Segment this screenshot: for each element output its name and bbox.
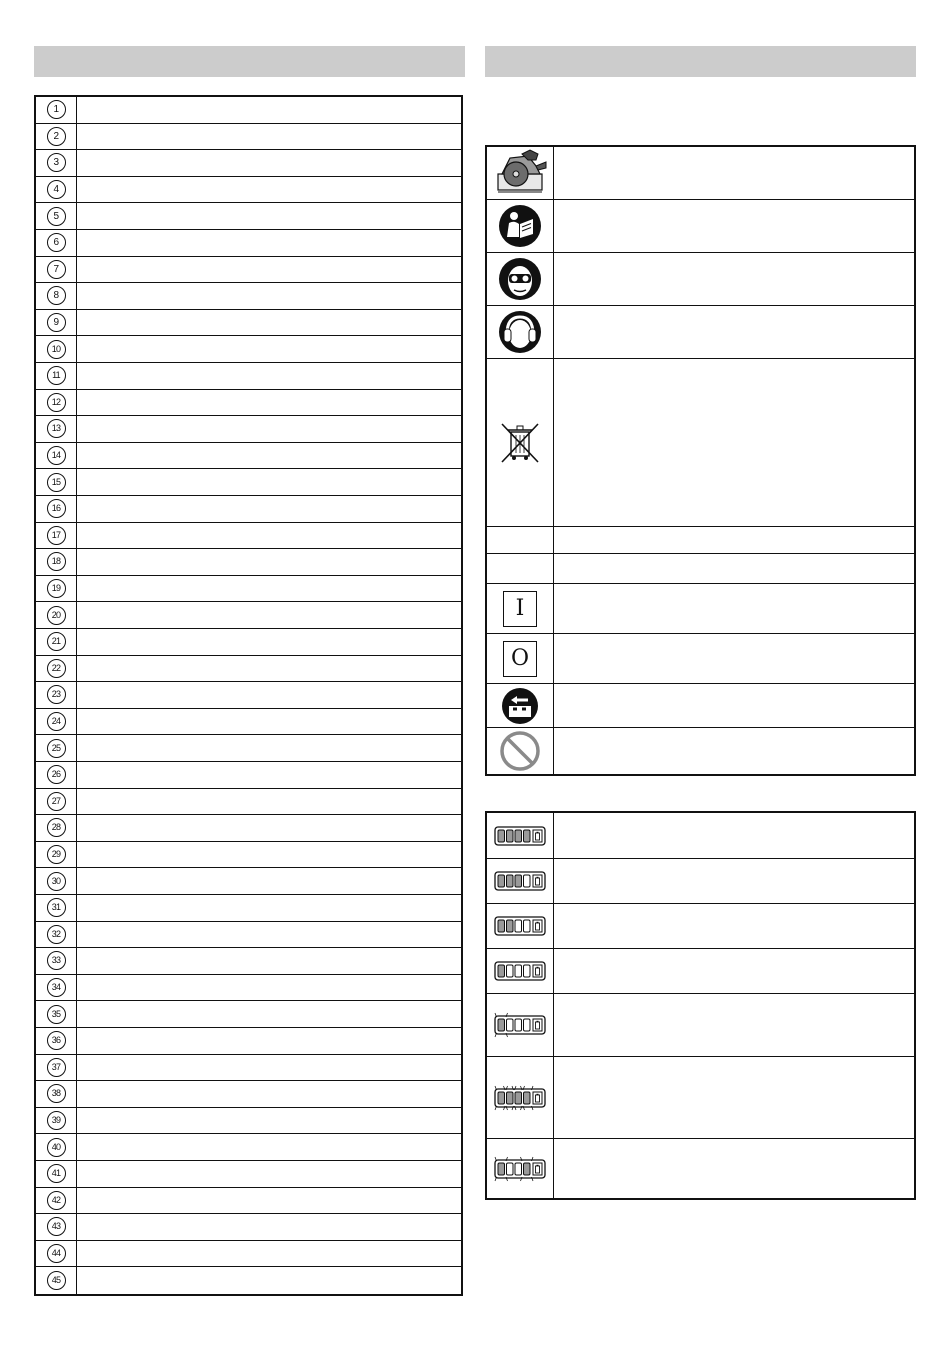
part-number: 7 [47,260,66,279]
parts-list-row [36,948,461,975]
part-description [77,177,461,203]
battery-symbol-tip [537,831,539,832]
switch-off-icon [487,634,554,683]
parts-list-row [36,469,461,496]
part-number-cell [36,443,77,469]
parts-list-row [36,1188,461,1215]
parts-list-row [36,762,461,789]
symbol-row-switch-off [487,634,914,684]
parts-list-row [36,682,461,709]
part-number: 33 [47,951,66,970]
part-number-cell [36,1108,77,1134]
battery-indicator-description [554,904,914,948]
battery-segment-lit [507,920,514,932]
parts-list-row [36,576,461,603]
part-number-cell [36,496,77,522]
part-number-cell [36,363,77,389]
part-number-cell [36,416,77,442]
parts-list-row [36,1001,461,1028]
parts-list-row [36,416,461,443]
parts-list-row [36,868,461,895]
symbol-row-remove-battery [487,684,914,728]
battery-indicator-row [487,1139,914,1198]
battery-symbol-tip [537,1164,539,1165]
switch-on-label: I [503,591,537,627]
parts-list-row [36,709,461,736]
battery-indicator-row [487,904,914,949]
parts-list-row [36,629,461,656]
battery-indicator-description [554,1057,914,1138]
battery-gauge [492,1008,548,1042]
battery-symbol-tip [537,877,539,878]
parts-list-row [36,1267,461,1294]
battery-segment-off [515,920,522,932]
part-description [77,363,461,389]
parts-list-row [36,97,461,124]
battery-indicator-row [487,1057,914,1139]
battery-level-3-icon [487,859,554,903]
part-number: 2 [47,127,66,146]
part-number-cell [36,842,77,868]
parts-list-row [36,549,461,576]
battery-gauge [492,954,548,988]
part-number-cell [36,1188,77,1214]
battery-gauge [492,864,548,898]
part-description [77,1267,461,1294]
part-number: 32 [47,925,66,944]
parts-list-row [36,1028,461,1055]
battery-indicator-table [485,811,916,1200]
part-number: 20 [47,606,66,625]
part-number: 4 [47,180,66,199]
part-number: 13 [47,419,66,438]
symbol-row-manual [487,200,914,253]
battery-indicator-row [487,813,914,859]
battery-level-1-icon [487,949,554,993]
battery-symbol-tip [537,1021,539,1022]
part-number: 30 [47,872,66,891]
parts-list-row [36,975,461,1002]
battery-segment-lit [507,830,514,842]
part-description [77,656,461,682]
part-number: 41 [47,1164,66,1183]
part-description [77,549,461,575]
part-description [77,895,461,921]
part-description [77,602,461,628]
battery-segment-off [515,1019,522,1031]
parts-list-row [36,230,461,257]
battery-level-4-icon [487,813,554,858]
part-number: 35 [47,1005,66,1024]
battery-indicator-row [487,859,914,904]
part-number: 43 [47,1217,66,1236]
part-number: 31 [47,898,66,917]
battery-segment-lit [498,1163,505,1175]
symbol-description [554,584,914,633]
part-description [77,1108,461,1134]
part-number-cell [36,815,77,841]
part-number: 22 [47,659,66,678]
battery-segment-lit [515,875,522,887]
part-number-cell [36,948,77,974]
battery-level-2-icon [487,904,554,948]
remove-battery-icon [487,684,554,727]
circular-saw-icon [487,147,554,199]
part-number-cell [36,656,77,682]
parts-list-row [36,842,461,869]
switch-on-icon [487,584,554,633]
parts-list-table [34,95,463,1296]
part-description [77,310,461,336]
crossed-bin-disposal-icon [487,359,554,526]
part-number: 16 [47,499,66,518]
part-number: 44 [47,1244,66,1263]
part-number: 3 [47,153,66,172]
part-description [77,523,461,549]
part-description [77,469,461,495]
part-number: 42 [47,1191,66,1210]
part-description [77,203,461,229]
parts-list-row [36,523,461,550]
battery-symbol-tip [537,1093,539,1094]
parts-list-row [36,602,461,629]
part-number-cell [36,310,77,336]
parts-list-row [36,177,461,204]
battery-segment-off [507,1019,514,1031]
parts-list-row [36,1108,461,1135]
parts-list-row [36,124,461,151]
battery-segment-lit [498,1019,505,1031]
part-number: 6 [47,233,66,252]
part-description [77,336,461,362]
part-number-cell [36,1001,77,1027]
symbol-cell-empty [487,554,554,583]
parts-list-row [36,1055,461,1082]
battery-segment-off [507,965,514,977]
symbol-description [554,527,914,553]
battery-segment-lit [515,1092,522,1104]
part-description [77,257,461,283]
parts-list-row [36,735,461,762]
parts-list-row [36,363,461,390]
symbol-description [554,253,914,305]
battery-indicator-description [554,949,914,993]
parts-list-row [36,895,461,922]
battery-indicator-description [554,1139,914,1198]
part-description [77,789,461,815]
symbol-cell-empty [487,527,554,553]
battery-segment-off [524,875,531,887]
part-number: 10 [47,340,66,359]
battery-segment-lit [498,1092,505,1104]
part-number: 40 [47,1138,66,1157]
battery-gauge [492,1152,548,1186]
part-number-cell [36,1161,77,1187]
part-number-cell [36,1214,77,1240]
part-number-cell [36,1081,77,1107]
part-description [77,709,461,735]
parts-list-row [36,1214,461,1241]
parts-list-row [36,815,461,842]
parts-list-row [36,496,461,523]
part-number-cell [36,682,77,708]
part-description [77,1188,461,1214]
part-description [77,97,461,123]
part-number: 17 [47,526,66,545]
parts-list-row [36,443,461,470]
part-number: 28 [47,818,66,837]
parts-list-row [36,283,461,310]
symbol-description [554,728,914,774]
part-description [77,230,461,256]
battery-gauge [492,819,548,853]
part-number: 18 [47,552,66,571]
part-number-cell [36,709,77,735]
part-number-cell [36,602,77,628]
part-number-cell [36,762,77,788]
part-number-cell [36,177,77,203]
part-description [77,443,461,469]
left-section-header-bar [34,46,465,77]
part-number-cell [36,1241,77,1267]
part-number: 34 [47,978,66,997]
parts-list-row [36,257,461,284]
part-number: 23 [47,685,66,704]
symbol-description [554,359,914,526]
battery-segment-lit [507,1092,514,1104]
parts-list-row [36,310,461,337]
part-number-cell [36,1134,77,1160]
battery-indicator-description [554,994,914,1056]
symbol-description [554,147,914,199]
part-number-cell [36,523,77,549]
part-description [77,124,461,150]
part-number: 15 [47,473,66,492]
part-description [77,416,461,442]
part-number-cell [36,1267,77,1294]
battery-symbol-tip [537,967,539,968]
safety-glasses-icon [487,253,554,305]
right-section-header-bar [485,46,916,77]
symbol-row-switch-on [487,584,914,634]
part-number-cell [36,390,77,416]
part-number: 27 [47,792,66,811]
symbol-row-eye-protection [487,253,914,306]
part-description [77,842,461,868]
part-number: 9 [47,313,66,332]
battery-indicator-row [487,994,914,1057]
battery-gauge [492,1081,548,1115]
parts-list-row [36,656,461,683]
part-number-cell [36,203,77,229]
battery-segment-off [524,920,531,932]
part-description [77,283,461,309]
battery-segment-lit [524,1163,531,1175]
part-number-cell [36,735,77,761]
symbol-row-blank [487,554,914,584]
battery-ends-blinking-icon [487,1139,554,1198]
part-number-cell [36,230,77,256]
part-number: 8 [47,286,66,305]
symbol-description [554,200,914,252]
switch-off-label: O [503,641,537,677]
part-number: 36 [47,1031,66,1050]
parts-list-row [36,1081,461,1108]
parts-list-row [36,203,461,230]
part-number-cell [36,150,77,176]
symbol-description [554,306,914,358]
part-number: 5 [47,207,66,226]
part-number-cell [36,576,77,602]
part-number-cell [36,283,77,309]
part-number: 21 [47,632,66,651]
battery-segment-lit [515,830,522,842]
battery-segment-lit [524,1092,531,1104]
part-number: 11 [47,366,66,385]
part-number: 38 [47,1084,66,1103]
battery-segment-lit [498,965,505,977]
part-number-cell [36,469,77,495]
part-description [77,1134,461,1160]
battery-segment-off [515,1163,522,1175]
part-description [77,496,461,522]
part-description [77,1161,461,1187]
battery-gauge [492,909,548,943]
battery-symbol-tip [537,922,539,923]
symbol-row-tool [487,147,914,200]
battery-indicator-description [554,859,914,903]
part-number-cell [36,336,77,362]
battery-segment-off [524,1019,531,1031]
symbol-row-prohibited [487,728,914,774]
part-number-cell [36,1055,77,1081]
part-number: 37 [47,1058,66,1077]
part-number-cell [36,975,77,1001]
part-description [77,762,461,788]
part-number: 45 [47,1271,66,1290]
parts-list-row [36,789,461,816]
part-number-cell [36,1028,77,1054]
part-number: 12 [47,393,66,412]
part-description [77,735,461,761]
part-description [77,1001,461,1027]
part-number: 39 [47,1111,66,1130]
symbols-table [485,145,916,776]
part-description [77,1055,461,1081]
part-description [77,868,461,894]
parts-list-row [36,390,461,417]
part-number: 25 [47,739,66,758]
part-number: 19 [47,579,66,598]
part-description [77,1028,461,1054]
parts-list-row [36,336,461,363]
battery-level-1-blinking-icon [487,994,554,1056]
read-manual-icon [487,200,554,252]
battery-all-blinking-icon [487,1057,554,1138]
parts-list-row [36,922,461,949]
part-number: 14 [47,446,66,465]
symbol-description [554,684,914,727]
part-description [77,629,461,655]
part-description [77,1081,461,1107]
parts-list-row [36,150,461,177]
battery-segment-off [507,1163,514,1175]
ear-protection-icon [487,306,554,358]
part-number-cell [36,895,77,921]
battery-segment-lit [507,875,514,887]
part-number: 26 [47,765,66,784]
part-number-cell [36,549,77,575]
part-number: 24 [47,712,66,731]
parts-list-row [36,1241,461,1268]
part-description [77,815,461,841]
part-number-cell [36,629,77,655]
part-description [77,390,461,416]
battery-segment-lit [498,920,505,932]
symbol-row-blank [487,527,914,554]
part-number-cell [36,97,77,123]
part-description [77,922,461,948]
battery-segment-lit [524,830,531,842]
symbol-description [554,634,914,683]
part-description [77,975,461,1001]
part-description [77,682,461,708]
battery-segment-off [524,965,531,977]
part-number-cell [36,257,77,283]
battery-segment-off [515,965,522,977]
battery-segment-lit [498,875,505,887]
part-number-cell [36,922,77,948]
part-number-cell [36,789,77,815]
battery-segment-lit [498,830,505,842]
part-description [77,1241,461,1267]
symbol-row-ear-protection [487,306,914,359]
part-description [77,948,461,974]
parts-list-row [36,1161,461,1188]
part-description [77,1214,461,1240]
symbol-description [554,554,914,583]
part-number: 1 [47,100,66,119]
part-number-cell [36,868,77,894]
part-description [77,576,461,602]
prohibited-icon [487,728,554,774]
part-number: 29 [47,845,66,864]
part-description [77,150,461,176]
battery-indicator-row [487,949,914,994]
part-number-cell [36,124,77,150]
parts-list-row [36,1134,461,1161]
battery-indicator-description [554,813,914,858]
symbol-row-disposal [487,359,914,527]
